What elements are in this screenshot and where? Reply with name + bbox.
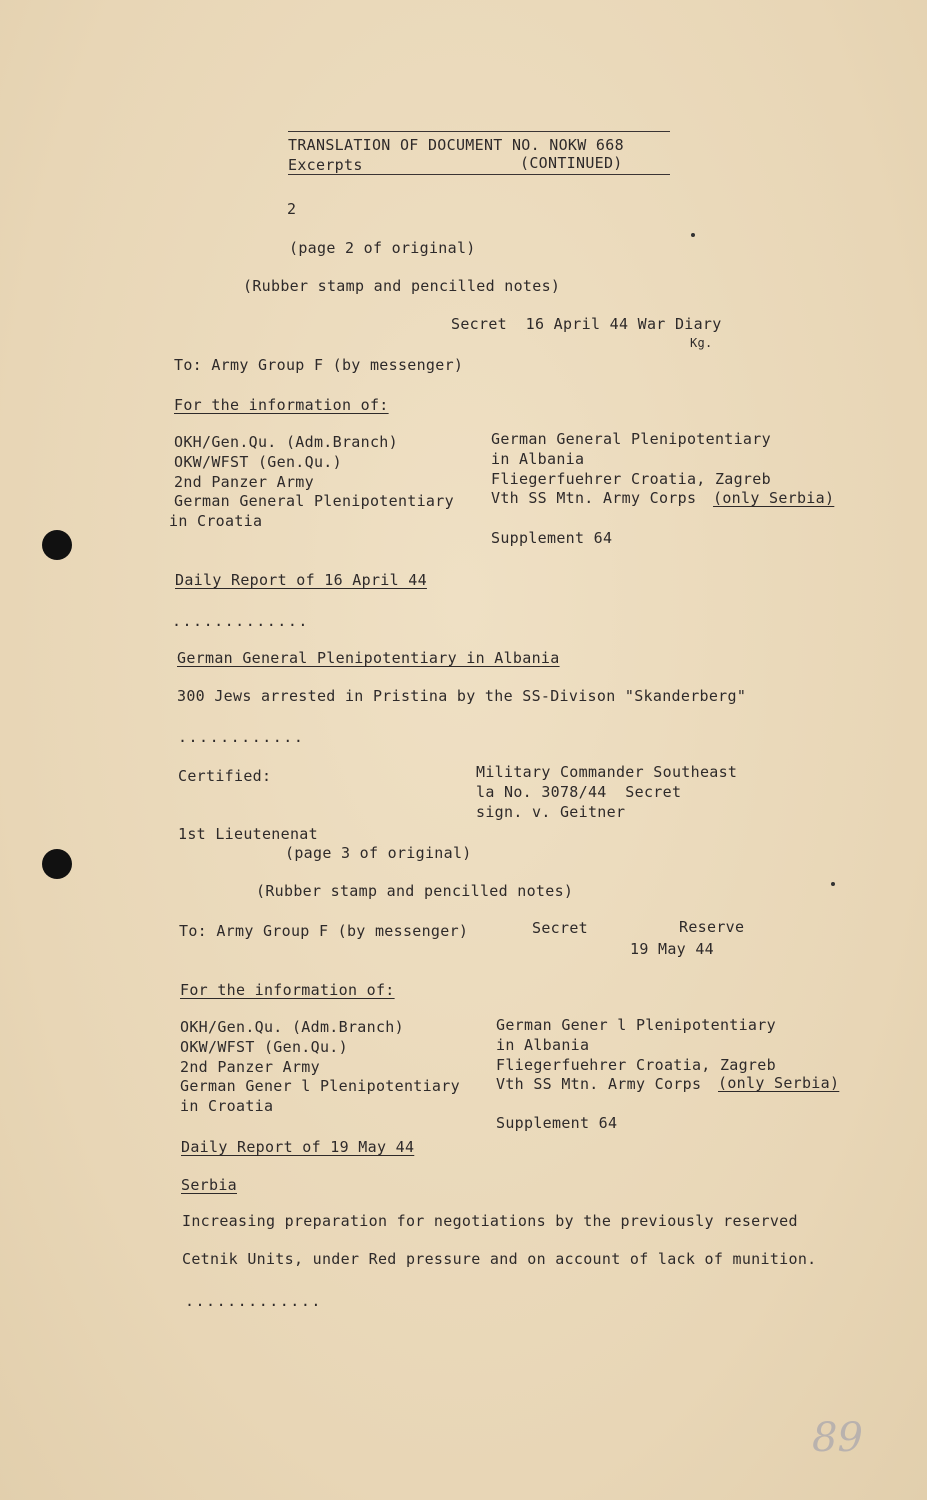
punch-hole-bottom <box>42 849 72 879</box>
secret-war-diary: Secret 16 April 44 War Diary <box>451 315 722 333</box>
stamp-note-1: (Rubber stamp and pencilled notes) <box>243 277 561 295</box>
corps-note: (only Serbia) <box>718 1074 840 1092</box>
recipient-corps: Vth SS Mtn. Army Corps <box>496 1075 702 1093</box>
stamp-note-2: (Rubber stamp and pencilled notes) <box>256 882 574 900</box>
translation-title: TRANSLATION OF DOCUMENT NO. NOKW 668 <box>288 136 624 154</box>
commander-line: Military Commander Southeast <box>476 763 738 781</box>
recipient: OKW/WFST (Gen.Qu.) <box>180 1038 348 1056</box>
header-top-rule <box>288 131 670 132</box>
recipient: in Albania <box>491 450 585 468</box>
commander-line: sign. v. Geitner <box>476 803 626 821</box>
recipient: in Albania <box>496 1036 590 1054</box>
ellipsis-2: ............ <box>178 728 305 746</box>
reserve-label: Reserve <box>679 918 745 936</box>
recipient: OKH/Gen.Qu. (Adm.Branch) <box>180 1018 404 1036</box>
report-text-2a: Increasing preparation for negotiations by the previously reserved <box>182 1212 798 1230</box>
corps-note: (only Serbia) <box>713 489 835 507</box>
recipient: OKW/WFST (Gen.Qu.) <box>174 453 342 471</box>
recipient: Fliegerfuehrer Croatia, Zagreb <box>496 1056 776 1074</box>
recipient: 2nd Panzer Army <box>174 473 314 491</box>
ellipsis-1: ............. <box>172 612 309 630</box>
kg-note: Kg. <box>690 336 713 350</box>
recipient: Fliegerfuehrer Croatia, Zagreb <box>491 470 771 488</box>
subject-heading-1: German General Plenipotentiary in Albania <box>177 649 560 667</box>
ink-speck <box>691 233 695 237</box>
supplement-1: Supplement 64 <box>491 529 613 547</box>
recipient: German Gener l Plenipotentiary <box>180 1077 460 1095</box>
continued-label: (CONTINUED) <box>520 154 623 172</box>
recipient: in Croatia <box>180 1097 274 1115</box>
info-heading-2: For the information of: <box>180 981 395 999</box>
commander-line: la No. 3078/44 Secret <box>476 783 682 801</box>
recipient: German Gener l Plenipotentiary <box>496 1016 776 1034</box>
excerpts-label: Excerpts <box>288 156 363 174</box>
to-line-1: To: Army Group F (by messenger) <box>174 356 464 374</box>
recipient: OKH/Gen.Qu. (Adm.Branch) <box>174 433 398 451</box>
supplement-2: Supplement 64 <box>496 1114 618 1132</box>
to-line-2: To: Army Group F (by messenger) <box>179 922 469 940</box>
report-text-2b: Cetnik Units, under Red pressure and on account of lack of munition. <box>182 1250 817 1268</box>
recipient: 2nd Panzer Army <box>180 1058 320 1076</box>
secret-label-2: Secret <box>532 919 588 937</box>
ellipsis-3: ............. <box>185 1292 322 1310</box>
page-note-1: (page 2 of original) <box>289 239 476 257</box>
recipient: German General Plenipotentiary <box>174 492 454 510</box>
page-number: 2 <box>287 200 297 218</box>
ink-speck <box>831 882 835 886</box>
punch-hole-top <box>42 530 72 560</box>
daily-report-1: Daily Report of 16 April 44 <box>175 571 427 589</box>
daily-report-2: Daily Report of 19 May 44 <box>181 1138 415 1156</box>
page-note-2: (page 3 of original) <box>285 844 472 862</box>
recipient-corps: Vth SS Mtn. Army Corps <box>491 489 697 507</box>
subject-heading-2: Serbia <box>181 1176 237 1194</box>
handwritten-page-number: 89 <box>812 1415 863 1461</box>
recipient: German General Plenipotentiary <box>491 430 771 448</box>
header-bottom-rule <box>288 174 670 175</box>
recipient: in Croatia <box>169 512 263 530</box>
info-heading-1: For the information of: <box>174 396 389 414</box>
lieutenant-label: 1st Lieutenenat <box>178 825 318 843</box>
date-label-2: 19 May 44 <box>630 940 714 958</box>
certified-label: Certified: <box>178 767 272 785</box>
report-text-1: 300 Jews arrested in Pristina by the SS-Divison "Skanderberg" <box>177 687 747 705</box>
